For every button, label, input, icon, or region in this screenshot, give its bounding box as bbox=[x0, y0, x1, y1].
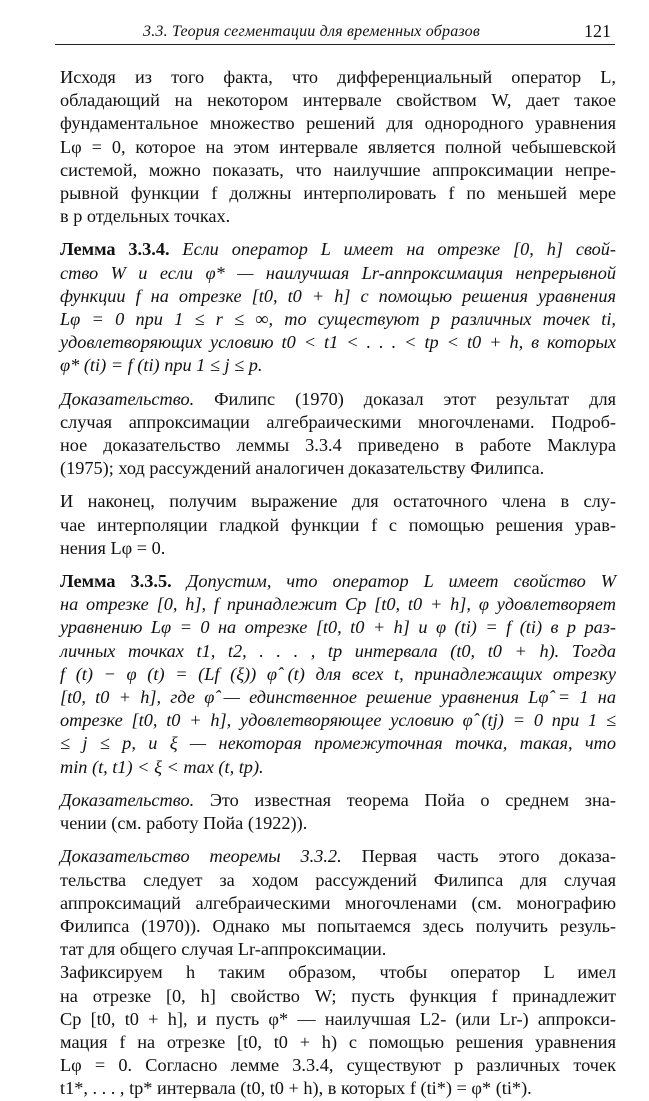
paragraph-remainder bbox=[60, 490, 616, 560]
text-line: отрезке [t0, t0 + h], удовлетворяющее условию φ̂ (tj) = 0 при 1 ≤ bbox=[60, 710, 616, 731]
text-line: Cp [t0, t0 + h], и пусть φ* — наилучшая L2- (или Lr-) аппрокси- bbox=[60, 1008, 616, 1029]
text-line: Допустим, что оператор L имеет свойство W bbox=[171, 571, 617, 592]
paragraph-fix-h bbox=[60, 961, 616, 1100]
text-line: аппроксимаций алгебраическими многочленами (см. монографию bbox=[60, 892, 616, 913]
lemma-label: Лемма 3.3.5. bbox=[60, 571, 172, 592]
text-line: системой, можно показать, что наилучшие аппроксимации непре- bbox=[60, 159, 616, 180]
text-line: Lφ = 0 при 1 ≤ r ≤ ∞, то существуют p различных точек ti, bbox=[60, 309, 616, 330]
text-line: чае интерполяции гладкой функции f с помощью решения урав- bbox=[60, 514, 616, 535]
proof-label: Доказательство. bbox=[60, 789, 195, 810]
text-line: min (t, t1) < ξ < max (t, tp). bbox=[60, 756, 264, 777]
text-line: (1975); ход рассуждений аналогичен доказательству Филипса. bbox=[60, 458, 545, 479]
page-number: 121 bbox=[584, 21, 611, 41]
text-line: t1*, . . . , tp* интервала (t0, t0 + h), в которых f (ti*) = φ* (ti*). bbox=[60, 1078, 532, 1099]
text-line: Филипс (1970) доказал этот результат для bbox=[194, 388, 616, 409]
text-line: тат для общего случая Lr-аппроксимации. bbox=[60, 939, 387, 960]
text-line: И наконец, получим выражение для остаточного члена в слу- bbox=[60, 491, 616, 512]
text-line: нения Lφ = 0. bbox=[60, 537, 166, 558]
lemma-3-3-5 bbox=[60, 570, 616, 779]
running-header bbox=[55, 18, 615, 45]
page-body bbox=[60, 66, 616, 1101]
proof-label: Доказательство. bbox=[60, 388, 195, 409]
text-line: ≤ j ≤ p, и ξ — некоторая промежуточная точка, такая, что bbox=[60, 733, 616, 754]
text-line: удовлетворяющих условию t0 < t1 < . . . < tp < t0 + h, в которых bbox=[60, 332, 616, 353]
lemma-label: Лемма 3.3.4. bbox=[60, 239, 170, 260]
text-line: на отрезке [0, h], f принадлежит Cp [t0, t0 + h], φ удовлетворяет bbox=[60, 594, 616, 615]
text-line: [t0, t0 + h], где φ̂ — единственное решение уравнения Lφ̂ = 1 на bbox=[60, 687, 616, 708]
text-line: Если оператор L имеет на отрезке [0, h] свой- bbox=[169, 239, 617, 260]
text-line: фундаментальное множество решений для однородного уравнения bbox=[60, 113, 616, 134]
text-line: на отрезке [0, h] свойство W; пусть функция f принадлежит bbox=[60, 985, 616, 1006]
running-title: 3.3. Теория сегментации для временных образов bbox=[143, 23, 480, 40]
text-line: функции f на отрезке [t0, t0 + h] с помощью решения уравнения bbox=[60, 285, 616, 306]
proof-lemma-3-3-5 bbox=[60, 789, 616, 835]
proof-theorem-3-3-2 bbox=[60, 845, 616, 961]
lemma-3-3-4 bbox=[60, 238, 616, 377]
text-line: Lφ = 0, которое на этом интервале является полной чебышевской bbox=[60, 136, 616, 157]
text-line: Первая часть этого доказа- bbox=[341, 846, 617, 867]
text-line: Зафиксируем h таким образом, чтобы оператор L имел bbox=[60, 962, 616, 983]
proof-label: Доказательство теоремы 3.3.2. bbox=[60, 846, 342, 867]
text-line: ство W и если φ* — наилучшая Lr-аппроксимация непрерывной bbox=[60, 262, 616, 283]
text-line: случая аппроксимации алгебраическими многочленами. Подроб- bbox=[60, 411, 616, 432]
text-line: ное доказательство леммы 3.3.4 приведено в работе Маклура bbox=[60, 435, 616, 456]
proof-lemma-3-3-4 bbox=[60, 388, 616, 481]
text-line: Это известная теорема Пойа о среднем зна- bbox=[194, 789, 616, 810]
text-line: обладающий на некотором интервале свойством W, дает такое bbox=[60, 90, 616, 111]
text-line: в p отдельных точках. bbox=[60, 206, 231, 227]
text-line: личных точках t1, t2, . . . , tp интервала (t0, t0 + h). Тогда bbox=[60, 640, 616, 661]
text-line: φ* (ti) = f (ti) при 1 ≤ j ≤ p. bbox=[60, 355, 263, 376]
text-line: Филипса (1970)). Однако мы попытаемся здесь получить резуль- bbox=[60, 915, 616, 936]
text-line: f (t) − φ (t) = (Lf (ξ)) φ̂ (t) для всех t, принадлежащих отрезку bbox=[60, 663, 616, 684]
text-line: тельства следует за ходом рассуждений Филипса для случая bbox=[60, 869, 616, 890]
paragraph-intro bbox=[60, 66, 616, 228]
text-line: мация f на отрезке [t0, t0 + h) с помощью решения уравнения bbox=[60, 1031, 616, 1052]
text-line: Исходя из того факта, что дифференциальный оператор L, bbox=[60, 67, 616, 87]
text-line: уравнению Lφ = 0 на отрезке [t0, t0 + h] и φ (ti) = f (ti) в p раз- bbox=[60, 617, 616, 638]
text-line: рывной функции f должны интерполировать f по меньшей мере bbox=[60, 183, 616, 204]
text-line: чении (см. работу Пойа (1922)). bbox=[60, 813, 308, 834]
text-line: Lφ = 0. Согласно лемме 3.3.4, существуют p различных точек bbox=[60, 1055, 616, 1076]
